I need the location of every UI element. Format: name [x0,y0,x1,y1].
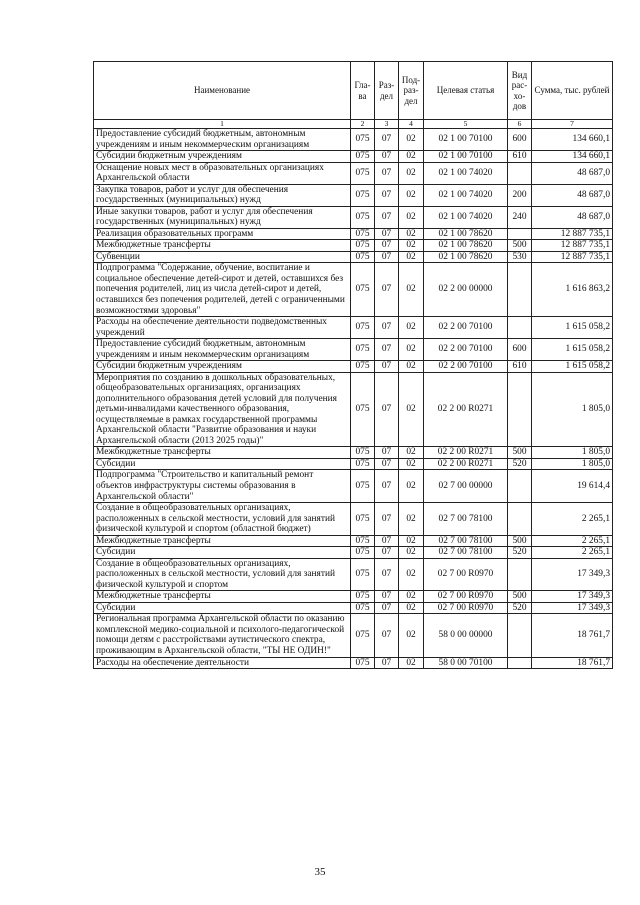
cell-statya: 02 2 00 R0271 [424,458,508,470]
cell-summa: 48 687,0 [532,184,613,206]
cell-razdel: 07 [375,361,399,373]
cell-podrazdel: 02 [399,372,424,447]
header-glava: Гла-ва [351,62,375,120]
cell-summa: 1 805,0 [532,458,613,470]
table-row [94,251,613,263]
cell-statya: 02 2 00 70100 [424,317,508,339]
table-row [94,458,613,470]
column-number: 3 [375,120,399,129]
cell-razdel: 07 [375,263,399,317]
column-number: 2 [351,120,375,129]
cell-razdel: 07 [375,162,399,184]
cell-razdel: 07 [375,339,399,361]
cell-vid [508,470,532,503]
cell-glava: 075 [351,602,375,614]
cell-name: Расходы на обеспечение деятельности [94,657,351,669]
cell-podrazdel: 02 [399,657,424,669]
cell-name: Межбюджетные трансферты [94,447,351,459]
cell-glava: 075 [351,240,375,252]
cell-name: Субсидии [94,547,351,559]
cell-statya: 02 2 00 00000 [424,263,508,317]
cell-vid [508,263,532,317]
column-number: 7 [532,120,613,129]
cell-summa: 2 265,1 [532,547,613,559]
cell-glava: 075 [351,251,375,263]
cell-name: Мероприятия по созданию в дошкольных образовательных, общеобразовательных организациях, организациях дополнительного образования детей условий для получения детьми-инвалидами качественного образования, осуществляемые в рамках государственной программы Архангельской области "Развитие образования и науки Архангельской области (2013 2025 годы)" [94,372,351,447]
cell-razdel: 07 [375,503,399,536]
header-podrazdel: Под-раз-дел [399,62,424,120]
cell-glava: 075 [351,263,375,317]
cell-name: Создание в общеобразовательных организациях, расположенных в сельской местности, условий для занятий физической культурой и спортом (областной бюджет) [94,503,351,536]
table-row [94,447,613,459]
column-number: 4 [399,120,424,129]
cell-statya: 02 7 00 78100 [424,503,508,536]
table-row [94,129,613,151]
cell-summa: 17 349,3 [532,591,613,603]
cell-razdel: 07 [375,470,399,503]
cell-statya: 02 7 00 R0970 [424,591,508,603]
cell-summa: 1 805,0 [532,372,613,447]
cell-podrazdel: 02 [399,339,424,361]
header-vid: Вид рас-хо-дов [508,62,532,120]
column-number: 5 [424,120,508,129]
cell-name: Субсидии бюджетным учреждениям [94,361,351,373]
cell-vid: 610 [508,361,532,373]
cell-podrazdel: 02 [399,240,424,252]
cell-razdel: 07 [375,657,399,669]
cell-glava: 075 [351,657,375,669]
cell-razdel: 07 [375,558,399,591]
cell-statya: 02 1 00 78620 [424,240,508,252]
cell-summa: 134 660,1 [532,151,613,163]
cell-razdel: 07 [375,184,399,206]
cell-statya: 02 1 00 70100 [424,151,508,163]
cell-glava: 075 [351,206,375,228]
cell-summa: 2 265,1 [532,503,613,536]
cell-glava: 075 [351,591,375,603]
cell-summa: 1 805,0 [532,447,613,459]
cell-name: Межбюджетные трансферты [94,591,351,603]
cell-name: Региональная программа Архангельской области по оказанию комплексной медико-социальной и психолого-педагогической помощи детям с расстройствами аутистического спектра, проживающим в Архангельской области, "ТЫ НЕ ОДИН!" [94,614,351,657]
table-row [94,591,613,603]
cell-summa: 12 887 735,1 [532,251,613,263]
cell-vid [508,162,532,184]
cell-name: Реализация образовательных программ [94,228,351,240]
cell-statya: 02 7 00 00000 [424,470,508,503]
cell-vid: 500 [508,447,532,459]
cell-glava: 075 [351,458,375,470]
cell-razdel: 07 [375,228,399,240]
cell-podrazdel: 02 [399,263,424,317]
cell-name: Субсидии бюджетным учреждениям [94,151,351,163]
cell-statya: 58 0 00 00000 [424,614,508,657]
cell-vid: 500 [508,535,532,547]
cell-podrazdel: 02 [399,591,424,603]
cell-podrazdel: 02 [399,228,424,240]
cell-vid [508,317,532,339]
cell-vid [508,372,532,447]
cell-podrazdel: 02 [399,458,424,470]
table-row [94,240,613,252]
column-number-row [94,120,613,129]
cell-glava: 075 [351,614,375,657]
cell-statya: 02 7 00 R0970 [424,558,508,591]
cell-podrazdel: 02 [399,206,424,228]
cell-summa: 18 761,7 [532,614,613,657]
table-row [94,361,613,373]
table-row [94,657,613,669]
cell-vid [508,503,532,536]
cell-vid: 520 [508,547,532,559]
table-row [94,151,613,163]
cell-podrazdel: 02 [399,470,424,503]
table-row [94,558,613,591]
cell-statya: 02 1 00 74020 [424,184,508,206]
cell-podrazdel: 02 [399,503,424,536]
cell-summa: 48 687,0 [532,162,613,184]
cell-razdel: 07 [375,317,399,339]
cell-glava: 075 [351,470,375,503]
cell-summa: 1 615 058,2 [532,317,613,339]
cell-summa: 12 887 735,1 [532,240,613,252]
cell-glava: 075 [351,535,375,547]
cell-razdel: 07 [375,251,399,263]
cell-podrazdel: 02 [399,447,424,459]
cell-vid: 610 [508,151,532,163]
cell-glava: 075 [351,184,375,206]
cell-podrazdel: 02 [399,614,424,657]
cell-statya: 02 2 00 R0271 [424,447,508,459]
cell-glava: 075 [351,129,375,151]
cell-vid [508,228,532,240]
cell-name: Оснащение новых мест в образовательных организациях Архангельской области [94,162,351,184]
column-number: 6 [508,120,532,129]
cell-statya: 58 0 00 70100 [424,657,508,669]
cell-glava: 075 [351,372,375,447]
cell-razdel: 07 [375,614,399,657]
cell-statya: 02 1 00 74020 [424,162,508,184]
header-name: Наименование [94,62,351,120]
table-row [94,206,613,228]
cell-podrazdel: 02 [399,602,424,614]
cell-razdel: 07 [375,458,399,470]
cell-glava: 075 [351,503,375,536]
cell-vid [508,657,532,669]
cell-vid: 500 [508,591,532,603]
cell-razdel: 07 [375,240,399,252]
cell-name: Закупка товаров, работ и услуг для обеспечения государственных (муниципальных) нужд [94,184,351,206]
cell-glava: 075 [351,228,375,240]
cell-name: Предоставление субсидий бюджетным, автономным учреждениям и иным некоммерческим организациям [94,339,351,361]
cell-name: Субвенции [94,251,351,263]
table-row [94,339,613,361]
cell-statya: 02 7 00 78100 [424,547,508,559]
cell-glava: 075 [351,361,375,373]
cell-statya: 02 2 00 70100 [424,361,508,373]
cell-razdel: 07 [375,151,399,163]
cell-glava: 075 [351,339,375,361]
cell-statya: 02 2 00 R0271 [424,372,508,447]
cell-name: Межбюджетные трансферты [94,535,351,547]
cell-vid: 600 [508,339,532,361]
page-number: 35 [314,866,326,878]
cell-vid: 530 [508,251,532,263]
cell-podrazdel: 02 [399,317,424,339]
cell-summa: 12 887 735,1 [532,228,613,240]
table-row [94,470,613,503]
cell-summa: 134 660,1 [532,129,613,151]
header-razdel: Раз-дел [375,62,399,120]
cell-razdel: 07 [375,535,399,547]
table-row [94,547,613,559]
table-row [94,162,613,184]
table-row [94,602,613,614]
cell-razdel: 07 [375,129,399,151]
cell-summa: 48 687,0 [532,206,613,228]
cell-summa: 1 615 058,2 [532,339,613,361]
cell-name: Предоставление субсидий бюджетным, автономным учреждениям и иным некоммерческим организациям [94,129,351,151]
cell-summa: 17 349,3 [532,602,613,614]
table-row [94,535,613,547]
cell-podrazdel: 02 [399,129,424,151]
cell-glava: 075 [351,558,375,591]
cell-razdel: 07 [375,591,399,603]
cell-vid: 500 [508,240,532,252]
cell-summa: 1 616 863,2 [532,263,613,317]
cell-summa: 2 265,1 [532,535,613,547]
cell-statya: 02 7 00 R0970 [424,602,508,614]
cell-summa: 1 615 058,2 [532,361,613,373]
cell-razdel: 07 [375,206,399,228]
cell-podrazdel: 02 [399,151,424,163]
cell-statya: 02 2 00 70100 [424,339,508,361]
header-summa: Сумма, тыс. рублей [532,62,613,120]
cell-name: Субсидии [94,458,351,470]
cell-vid: 200 [508,184,532,206]
cell-summa: 19 614,4 [532,470,613,503]
table-row [94,317,613,339]
table-row [94,228,613,240]
cell-vid [508,558,532,591]
cell-name: Расходы на обеспечение деятельности подведомственных учреждений [94,317,351,339]
cell-podrazdel: 02 [399,558,424,591]
cell-vid [508,614,532,657]
cell-statya: 02 1 00 70100 [424,129,508,151]
table-header-row [94,62,613,120]
header-statya: Целевая статья [424,62,508,120]
cell-vid: 520 [508,602,532,614]
table-body [94,129,613,669]
table-row [94,503,613,536]
cell-name: Создание в общеобразовательных организациях, расположенных в сельской местности, условий для занятий физической культурой и спортом [94,558,351,591]
table-row [94,263,613,317]
cell-podrazdel: 02 [399,162,424,184]
budget-table [93,61,613,669]
table-row [94,184,613,206]
cell-glava: 075 [351,547,375,559]
column-number: 1 [94,120,351,129]
cell-razdel: 07 [375,447,399,459]
cell-statya: 02 1 00 74020 [424,206,508,228]
cell-name: Субсидии [94,602,351,614]
cell-name: Подпрограмма "Содержание, обучение, воспитание и социальное обеспечение детей-сирот и детей, оставшихся без попечения родителей, лиц из числа детей-сирот и детей, оставшихся без попечения родителей, детей с ограниченными возможностями здоровья" [94,263,351,317]
cell-glava: 075 [351,317,375,339]
cell-razdel: 07 [375,547,399,559]
cell-razdel: 07 [375,372,399,447]
cell-podrazdel: 02 [399,547,424,559]
cell-glava: 075 [351,447,375,459]
cell-statya: 02 1 00 78620 [424,228,508,240]
cell-podrazdel: 02 [399,251,424,263]
cell-glava: 075 [351,151,375,163]
cell-name: Межбюджетные трансферты [94,240,351,252]
cell-podrazdel: 02 [399,535,424,547]
cell-glava: 075 [351,162,375,184]
cell-summa: 18 761,7 [532,657,613,669]
cell-podrazdel: 02 [399,184,424,206]
cell-vid: 520 [508,458,532,470]
cell-name: Подпрограмма "Строительство и капитальный ремонт объектов инфраструктуры системы образования в Архангельской области" [94,470,351,503]
cell-vid: 240 [508,206,532,228]
table-row [94,614,613,657]
cell-statya: 02 7 00 78100 [424,535,508,547]
cell-statya: 02 1 00 78620 [424,251,508,263]
cell-summa: 17 349,3 [532,558,613,591]
table-row [94,372,613,447]
cell-name: Иные закупки товаров, работ и услуг для обеспечения государственных (муниципальных) нужд [94,206,351,228]
cell-vid: 600 [508,129,532,151]
cell-podrazdel: 02 [399,361,424,373]
cell-razdel: 07 [375,602,399,614]
